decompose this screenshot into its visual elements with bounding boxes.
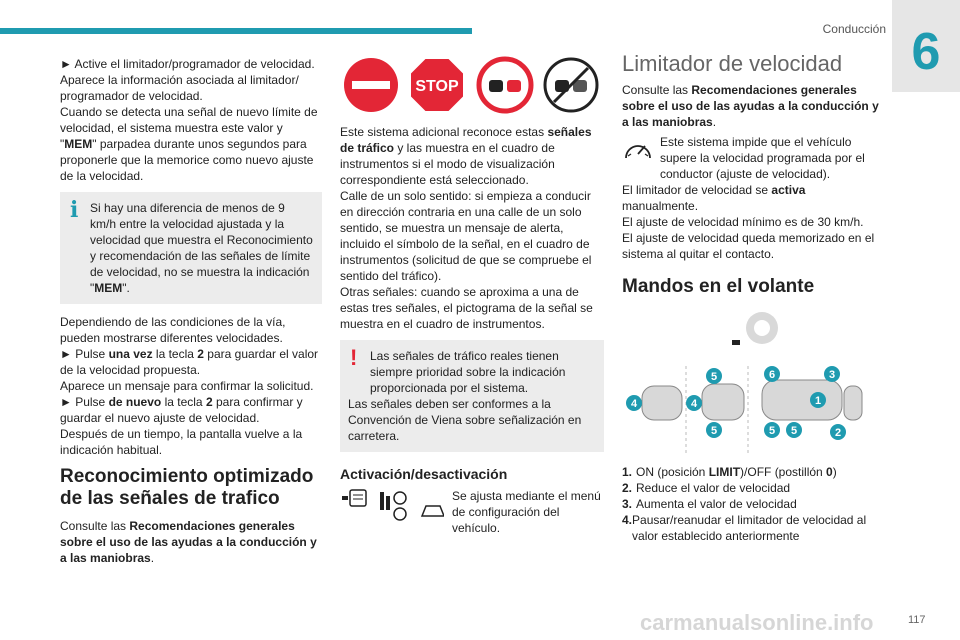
- paragraph: Consulte las Recomendaciones generales sobre el uso de las ayudas a la conducción y a las maniobras.: [60, 519, 317, 565]
- stop-sign-icon: [408, 56, 466, 114]
- steering-wheel-icon: [732, 312, 778, 345]
- column-3: [622, 51, 884, 544]
- paragraph: Calle de un solo sentido: si empieza a conducir en dirección contraria en una calle de un solo sentido, se muestra un mensaje de alerta, incluido el símbolo de la señal, en el cuadro de instrumentos (solicitud de que se compruebe el sentido del tráfico).: [340, 189, 592, 283]
- page-number: 117: [908, 614, 926, 626]
- info-icon: i: [70, 197, 79, 223]
- svg-text:5: 5: [768, 425, 776, 437]
- paragraph: Este sistema adicional reconoce estas señales de tráfico y las muestra en el cuadro de instrumentos si el modo de visualización correspondiente está seleccionado.: [340, 125, 592, 187]
- column-1: [60, 56, 322, 566]
- activation-row: [340, 488, 604, 535]
- paragraph: Consulte las Recomendaciones generales sobre el uso de las ayudas a la conducción y a las maniobras.: [622, 83, 879, 129]
- traffic-signs-row: [340, 56, 604, 118]
- controls-list: [622, 464, 884, 544]
- page-heading: Limitador de velocidad: [622, 51, 843, 76]
- paragraph: Dependiendo de las condiciones de la vía, pueden mostrarse diferentes velocidades.: [60, 315, 286, 345]
- paragraph: Otras señales: cuando se aproxima a una de estas tres señales, el pictograma de la señal se muestra en el cuadro de instrumentos.: [340, 285, 593, 331]
- subsection-heading: Activación/desactivación: [340, 466, 508, 482]
- chapter-tab: [892, 0, 960, 92]
- list-item: 4. Pausar/reanudar el limitador de velocidad al valor establecido anteriormente: [622, 513, 867, 543]
- warning-note: ! Las señales de tráfico reales tienen siempre prioridad sobre la indicación proporcionada por el sistema. Las señales deben ser conformes a la Convención de Viena sobre señalización en carretera.: [340, 340, 604, 452]
- paragraph: El ajuste de velocidad mínimo es de 30 km/h.: [622, 215, 864, 229]
- list-item: 2. Reduce el valor de velocidad: [622, 481, 791, 495]
- svg-text:5: 5: [790, 425, 798, 437]
- vehicle-settings-icons: [340, 488, 444, 526]
- svg-text:6: 6: [768, 369, 776, 381]
- svg-text:4: 4: [690, 398, 698, 410]
- stop-sign-text: STOP: [415, 78, 459, 95]
- speedometer-icon: [622, 136, 654, 164]
- limiter-description: Este sistema impide que el vehículo supere la velocidad programada por el conductor (ajuste de velocidad).: [622, 134, 884, 182]
- watermark: carmanualsonline.info: [640, 610, 874, 635]
- svg-text:2: 2: [834, 427, 842, 439]
- header-accent-bar: [0, 28, 472, 34]
- svg-text:5: 5: [710, 371, 718, 383]
- paragraph: El limitador de velocidad se activa manualmente.: [622, 183, 806, 213]
- no-entry-sign-icon: [342, 56, 400, 114]
- paragraph: Aparece un mensaje para confirmar la solicitud.: [60, 379, 314, 393]
- warning-icon: !: [350, 345, 358, 370]
- paragraph: Cuando se detecta una señal de nuevo límite de velocidad, el sistema muestra este valor y "MEM" parpadea durante unos segundos para proponerle que la memorice como nuevo ajuste de la velocidad.: [60, 105, 318, 183]
- paragraph: ► Pulse de nuevo la tecla 2 para confirmar y guardar el nuevo ajuste de velocidad.: [60, 395, 303, 425]
- paragraph: ► Active el limitador/programador de velocidad. Aparece la información asociada al limitador/ programador de velocidad.: [60, 57, 315, 103]
- svg-text:1: 1: [814, 395, 822, 407]
- list-item: 3. Aumenta el valor de velocidad: [622, 497, 797, 511]
- paragraph: El ajuste de velocidad queda memorizado en el sistema al quitar el contacto.: [622, 231, 875, 261]
- paragraph: ► Pulse una vez la tecla 2 para guardar el valor de la velocidad propuesta.: [60, 347, 319, 377]
- no-overtaking-sign-icon: [476, 56, 534, 114]
- end-no-overtaking-sign-icon: [542, 56, 600, 114]
- svg-text:4: 4: [630, 398, 638, 410]
- steering-wheel-controls-diagram: [622, 306, 884, 456]
- section-title: Conducción: [822, 22, 886, 36]
- list-item: 1. ON (posición LIMIT)/OFF (postillón 0): [622, 465, 837, 479]
- section-heading: Mandos en el volante: [622, 276, 815, 297]
- paragraph: Se ajusta mediante el menú de configuración del vehículo.: [452, 489, 601, 535]
- chapter-number: 6: [911, 23, 941, 81]
- column-2: [340, 56, 604, 535]
- svg-text:5: 5: [710, 425, 718, 437]
- section-heading: Reconocimiento optimizado de las señales de trafico: [60, 466, 314, 509]
- paragraph: Después de un tiempo, la pantalla vuelve a la indicación habitual.: [60, 427, 303, 457]
- svg-text:3: 3: [828, 369, 836, 381]
- info-note: i Si hay una diferencia de menos de 9 km/h entre la velocidad ajustada y la velocidad que muestra el Reconocimiento y recomendación de las señales de límite de velocidad, no se muestra la indicación "MEM".: [60, 192, 322, 304]
